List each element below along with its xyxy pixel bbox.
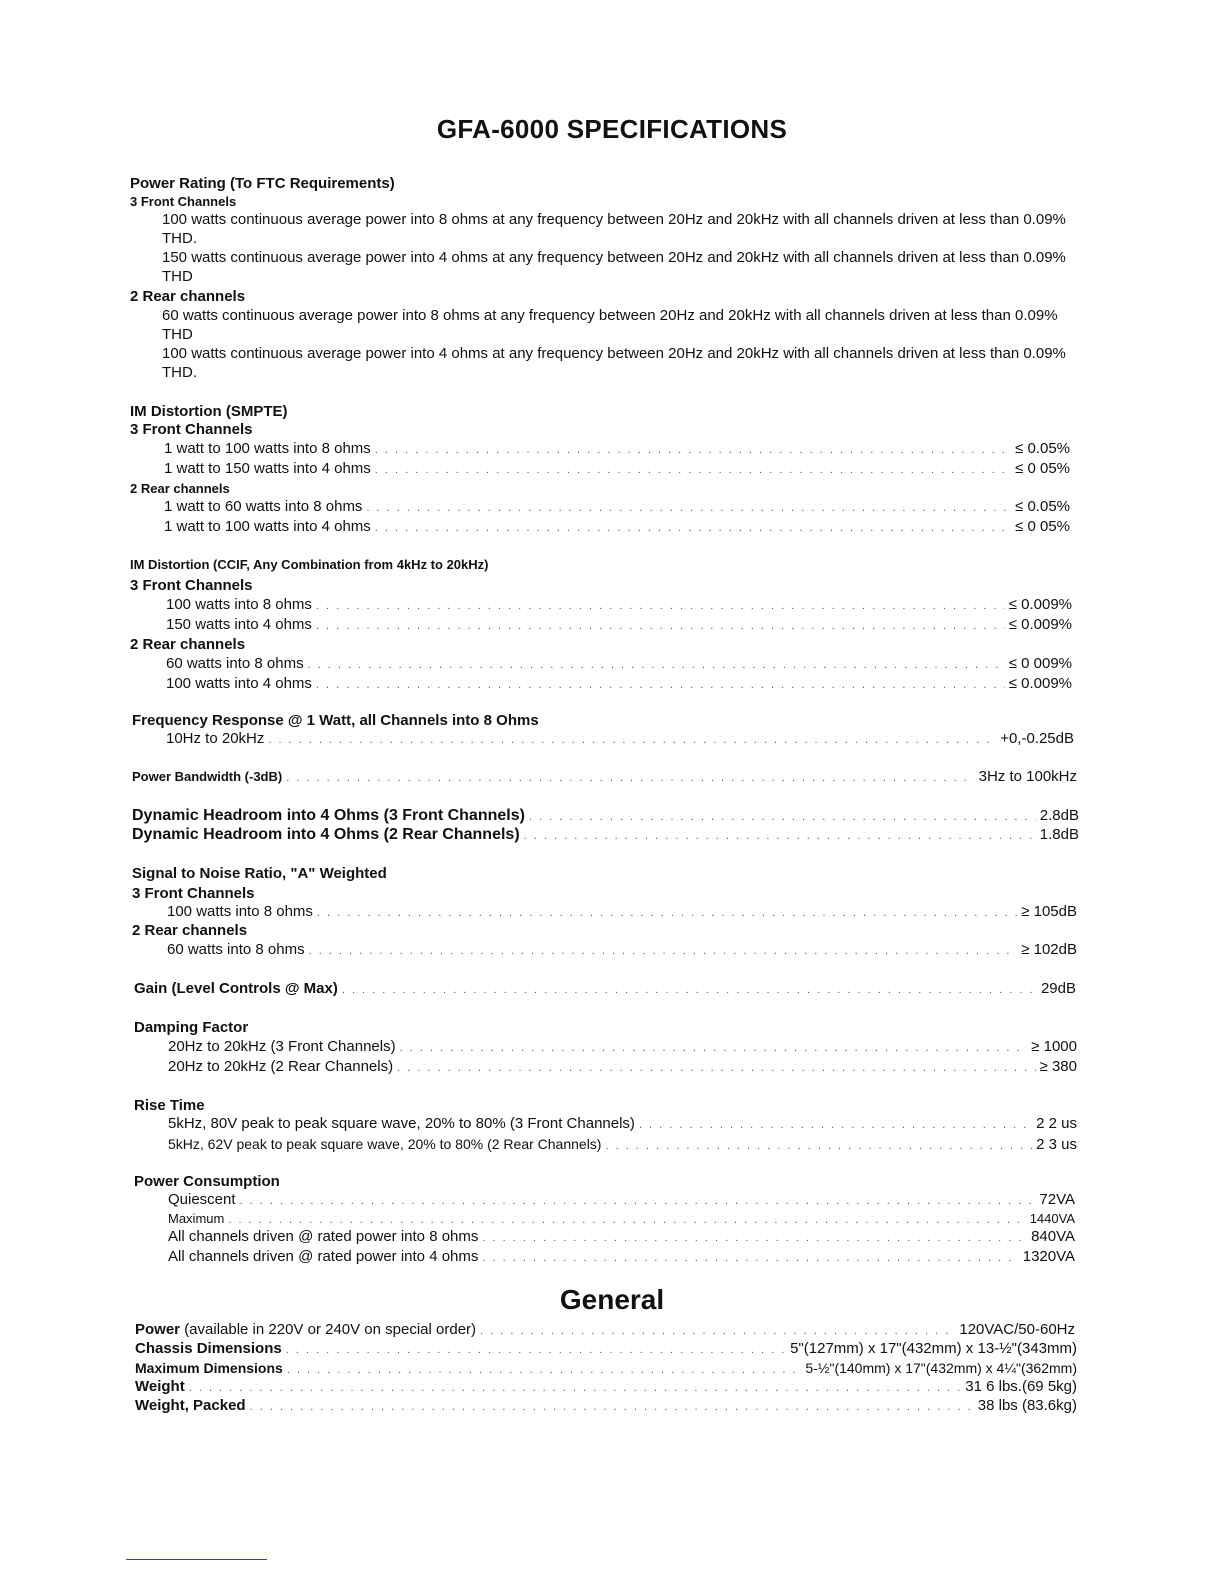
spec-value: ≤ 0 05% (1015, 518, 1070, 535)
leader-dots (316, 675, 1005, 695)
spec-value: 31 6 lbs.(69 5kg) (965, 1378, 1077, 1395)
spec-value: 1.8dB (1039, 826, 1079, 843)
power-rating-rear-line-2: 100 watts continuous average power into 4 ohms at any frequency between 20Hz and 20kHz with all channels driven at less than 0.09% THD. (162, 345, 1066, 381)
leader-dots (240, 1191, 1036, 1211)
spec-row (166, 654, 1072, 675)
spec-row (164, 459, 1070, 480)
spec-label: Maximum Dimensions (135, 1360, 283, 1376)
im-ccif-rear-heading: 2 Rear channels (130, 636, 246, 653)
leader-dots (308, 655, 1005, 675)
spec-value: 29dB (1040, 980, 1076, 997)
spec-value: ≤ 0.009% (1008, 675, 1072, 692)
leader-dots (375, 440, 1011, 460)
spec-label: 1 watt to 150 watts into 4 ohms (164, 460, 371, 477)
leader-dots (268, 730, 996, 750)
leader-dots (375, 518, 1011, 538)
spec-value: ≤ 0.009% (1008, 596, 1072, 613)
spec-row (135, 1320, 1075, 1341)
spec-value: 2 3 us (1036, 1136, 1077, 1153)
leader-dots (480, 1321, 955, 1341)
freq-response-heading: Frequency Response @ 1 Watt, all Channels into 8 Ohms (132, 712, 539, 729)
leader-dots (316, 596, 1005, 616)
spec-row (168, 1057, 1077, 1078)
spec-value: ≥ 102dB (1021, 941, 1077, 958)
spec-value: ≤ 0 009% (1008, 655, 1072, 672)
spec-row (135, 1396, 1077, 1417)
snr-heading: Signal to Noise Ratio, "A" Weighted (132, 865, 387, 882)
leader-dots (524, 826, 1036, 846)
spec-value: ≥ 105dB (1021, 903, 1077, 920)
spec-row (168, 1247, 1075, 1268)
im-smpte-heading: IM Distortion (SMPTE) (130, 403, 288, 420)
spec-value: 1320VA (1022, 1248, 1075, 1265)
spec-label: Dynamic Headroom into 4 Ohms (3 Front Channels) (132, 807, 525, 824)
spec-value: ≤ 0.009% (1008, 616, 1072, 633)
spec-row (166, 674, 1072, 695)
spec-row (168, 1190, 1075, 1211)
spec-value: 3Hz to 100kHz (978, 768, 1077, 785)
power-rating-rear-line-1: 60 watts continuous average power into 8 ohms at any frequency between 20Hz and 20kHz with all channels driven at less than 0.09% THD (162, 307, 1058, 343)
leader-dots (286, 768, 974, 788)
spec-value: 2 2 us (1036, 1115, 1077, 1132)
snr-rear-heading: 2 Rear channels (132, 922, 248, 939)
spec-value: ≤ 0.05% (1015, 440, 1070, 457)
im-smpte-rear-heading: 2 Rear channels (130, 481, 230, 496)
spec-label: Quiescent (168, 1191, 236, 1208)
spec-label: All channels driven @ rated power into 8 ohms (168, 1228, 479, 1245)
power-label: Power (135, 1321, 181, 1338)
power-rating-heading: Power Rating (To FTC Requirements) (130, 175, 395, 192)
spec-value: 72VA (1039, 1191, 1075, 1208)
spec-row (167, 902, 1077, 923)
spec-label: All channels driven @ rated power into 4 ohms (168, 1248, 479, 1265)
spec-label: 10Hz to 20kHz (166, 730, 265, 747)
spec-value: 5-½"(140mm) x 17"(432mm) x 4¼"(362mm) (805, 1360, 1077, 1376)
spec-label: 60 watts into 8 ohms (167, 941, 305, 958)
leader-dots (316, 616, 1005, 636)
spec-row (166, 595, 1072, 616)
page-title: GFA-6000 SPECIFICATIONS (436, 114, 788, 144)
spec-row (164, 497, 1070, 518)
spec-label: 60 watts into 8 ohms (166, 655, 304, 672)
leader-dots (317, 903, 1017, 923)
footer-rule (126, 1559, 267, 1560)
leader-dots (309, 941, 1018, 961)
leader-dots (342, 980, 1037, 1000)
spec-row (166, 729, 1074, 750)
leader-dots (189, 1378, 962, 1398)
leader-dots (397, 1058, 1035, 1078)
leader-dots (400, 1038, 1028, 1058)
power-rating-front-heading: 3 Front Channels (130, 194, 237, 209)
spec-row (132, 767, 1077, 788)
spec-value: ≥ 1000 (1031, 1038, 1077, 1055)
snr-front-heading: 3 Front Channels (132, 885, 255, 902)
spec-label: 100 watts into 4 ohms (166, 675, 312, 692)
spec-row (164, 439, 1070, 460)
power-rating-front-line-2: 150 watts continuous average power into 4 ohms at any frequency between 20Hz and 20kHz with all channels driven at less than 0.09% THD (162, 249, 1066, 285)
spec-row (135, 1377, 1077, 1398)
rise-time-heading: Rise Time (134, 1097, 205, 1114)
spec-value: 2.8dB (1039, 807, 1079, 824)
spec-row (168, 1037, 1077, 1058)
spec-label: 1 watt to 100 watts into 4 ohms (164, 518, 371, 535)
spec-label: 20Hz to 20kHz (2 Rear Channels) (168, 1058, 394, 1075)
spec-label: 1 watt to 60 watts into 8 ohms (164, 498, 363, 515)
damping-heading: Damping Factor (134, 1019, 249, 1036)
leader-dots (529, 807, 1036, 827)
leader-dots (605, 1136, 1032, 1156)
spec-row (166, 615, 1072, 636)
spec-label: 20Hz to 20kHz (3 Front Channels) (168, 1038, 396, 1055)
leader-dots (482, 1228, 1027, 1248)
leader-dots (250, 1397, 974, 1417)
spec-row (168, 1134, 1077, 1156)
spec-row (167, 940, 1077, 961)
spec-value: 5"(127mm) x 17"(432mm) x 13-½"(343mm) (790, 1340, 1077, 1357)
spec-value: +0,-0.25dB (1000, 730, 1074, 747)
spec-label: Gain (Level Controls @ Max) (134, 980, 338, 997)
leader-dots (366, 498, 1011, 518)
spec-row (132, 825, 1079, 846)
spec-value: ≥ 380 (1039, 1058, 1077, 1075)
spec-label (135, 1320, 476, 1340)
power-consumption-heading: Power Consumption (134, 1173, 280, 1190)
spec-label: Power Bandwidth (-3dB) (132, 769, 283, 784)
leader-dots (482, 1248, 1018, 1268)
power-note: (available in 220V or 240V on special order) (184, 1321, 477, 1338)
spec-value: 120VAC/50-60Hz (959, 1321, 1075, 1338)
im-ccif-front-heading: 3 Front Channels (130, 577, 253, 594)
spec-row (168, 1227, 1075, 1248)
im-ccif-heading: IM Distortion (CCIF, Any Combination from 4kHz to 20kHz) (130, 557, 489, 572)
power-rating-front-line-1: 100 watts continuous average power into 8 ohms at any frequency between 20Hz and 20kHz with all channels driven at less than 0.09% THD. (162, 211, 1066, 247)
spec-label: 5kHz, 62V peak to peak square wave, 20% to 80% (2 Rear Channels) (168, 1136, 602, 1152)
spec-label: Weight (135, 1378, 185, 1395)
spec-value: ≤ 0 05% (1015, 460, 1070, 477)
spec-value: 1440VA (1029, 1211, 1075, 1226)
spec-value: 38 lbs (83.6kg) (977, 1397, 1077, 1414)
spec-label: 1 watt to 100 watts into 8 ohms (164, 440, 371, 457)
spec-row (168, 1114, 1077, 1135)
spec-label: 100 watts into 8 ohms (167, 903, 313, 920)
spec-row (132, 806, 1079, 827)
spec-label: 150 watts into 4 ohms (166, 616, 312, 633)
spec-label: Maximum (168, 1211, 225, 1226)
spec-value: 840VA (1031, 1228, 1075, 1245)
spec-row (135, 1339, 1077, 1360)
general-heading: General (559, 1284, 665, 1315)
spec-label: Weight, Packed (135, 1397, 246, 1414)
im-smpte-front-heading: 3 Front Channels (130, 421, 253, 438)
spec-value: ≤ 0.05% (1015, 498, 1070, 515)
spec-row (164, 517, 1070, 538)
spec-label: 100 watts into 8 ohms (166, 596, 312, 613)
leader-dots (639, 1115, 1032, 1135)
spec-label: Dynamic Headroom into 4 Ohms (2 Rear Channels) (132, 826, 520, 843)
spec-label: Chassis Dimensions (135, 1340, 282, 1357)
leader-dots (286, 1340, 786, 1360)
spec-row (134, 979, 1076, 1000)
leader-dots (375, 460, 1011, 480)
spec-label: 5kHz, 80V peak to peak square wave, 20% to 80% (3 Front Channels) (168, 1115, 635, 1132)
power-rating-rear-heading: 2 Rear channels (130, 288, 246, 305)
